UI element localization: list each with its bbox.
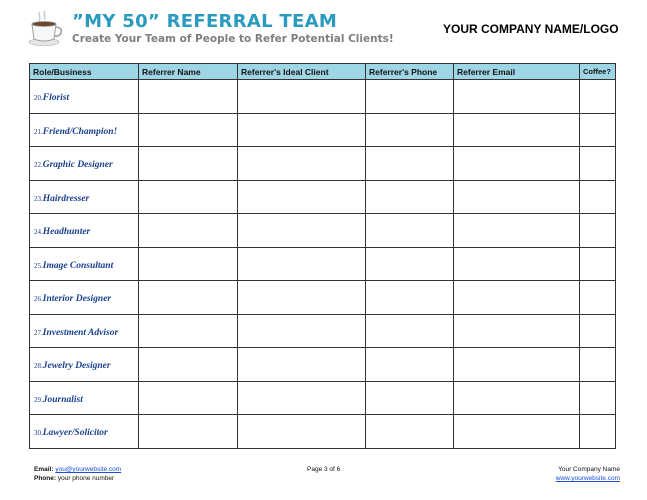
role-cell [30,281,139,315]
column-header-phone: Referrer's Phone [366,64,454,80]
email-cell[interactable] [454,281,580,315]
email-cell[interactable] [454,113,580,147]
ideal-client-cell[interactable] [238,281,366,315]
referrer-name-cell[interactable] [139,281,238,315]
footer-company-name: Your Company Name [558,466,620,473]
phone-cell[interactable] [366,314,454,348]
role-label: Headhunter [42,227,91,238]
page-footer [0,460,647,500]
ideal-client-cell[interactable] [238,415,366,449]
role-label: Image Consultant [42,260,114,271]
row-number: 30. [34,429,43,438]
coffee-cell[interactable] [580,80,616,114]
referrer-name-cell[interactable] [139,314,238,348]
ideal-client-cell[interactable] [238,348,366,382]
phone-cell[interactable] [366,113,454,147]
table-row [30,348,616,382]
ideal-client-cell[interactable] [238,147,366,181]
column-header-referrer-name: Referrer Name [139,64,238,80]
phone-cell[interactable] [366,147,454,181]
phone-cell[interactable] [366,281,454,315]
role-label: Jewelry Designer [42,361,111,372]
referrer-name-cell[interactable] [139,180,238,214]
phone-cell[interactable] [366,247,454,281]
role-label: Graphic Designer [42,160,113,171]
row-number: 20. [34,94,43,103]
role-cell [30,247,139,281]
referrer-name-cell[interactable] [139,381,238,415]
coffee-cell[interactable] [580,214,616,248]
row-number: 23. [34,194,43,203]
coffee-cell[interactable] [580,247,616,281]
table-row [30,381,616,415]
column-header-role: Role/Business [30,64,139,80]
coffee-cell[interactable] [580,281,616,315]
column-header-coffee: Coffee? [580,64,616,80]
role-cell [30,348,139,382]
role-label: Interior Designer [42,294,112,305]
email-cell[interactable] [454,314,580,348]
phone-cell[interactable] [366,214,454,248]
table-row [30,314,616,348]
footer-email [34,466,121,473]
table-header-row [30,64,616,80]
table-row [30,415,616,449]
phone-cell[interactable] [366,381,454,415]
role-label: Hairdresser [42,193,90,204]
table-row [30,180,616,214]
coffee-cell[interactable] [580,381,616,415]
row-number: 22. [34,161,43,170]
table-row [30,247,616,281]
page-header [0,0,647,62]
email-cell[interactable] [454,247,580,281]
table-row [30,281,616,315]
email-cell[interactable] [454,415,580,449]
column-header-email: Referrer Email [454,64,580,80]
referral-table [29,63,616,449]
email-link[interactable]: you@yourwebsite.com [55,466,122,473]
row-number: 26. [34,295,43,304]
email-cell[interactable] [454,348,580,382]
ideal-client-cell[interactable] [238,381,366,415]
phone-cell[interactable] [366,80,454,114]
email-cell[interactable] [454,381,580,415]
role-cell [30,214,139,248]
page-number: Page 3 of 6 [307,466,341,473]
coffee-cup-icon [26,8,66,48]
referrer-name-cell[interactable] [139,247,238,281]
email-cell[interactable] [454,147,580,181]
table-row [30,113,616,147]
phone-cell[interactable] [366,348,454,382]
role-cell [30,381,139,415]
role-label: Florist [42,93,70,104]
role-cell [30,80,139,114]
referrer-name-cell[interactable] [139,348,238,382]
coffee-cell[interactable] [580,348,616,382]
role-label: Lawyer/Solicitor [42,428,108,439]
referrer-name-cell[interactable] [139,113,238,147]
phone-cell[interactable] [366,415,454,449]
email-cell[interactable] [454,80,580,114]
coffee-cell[interactable] [580,415,616,449]
role-cell [30,113,139,147]
company-name-logo: YOUR COMPANY NAME/LOGO [443,22,619,36]
ideal-client-cell[interactable] [238,80,366,114]
ideal-client-cell[interactable] [238,214,366,248]
referrer-name-cell[interactable] [139,214,238,248]
referrer-name-cell[interactable] [139,415,238,449]
role-label: Friend/Champion! [42,126,118,137]
role-label: Investment Advisor [42,327,119,338]
row-number: 21. [34,127,43,136]
phone-cell[interactable] [366,180,454,214]
ideal-client-cell[interactable] [238,113,366,147]
table-row [30,80,616,114]
row-number: 24. [34,228,43,237]
role-cell [30,415,139,449]
row-number: 28. [34,362,43,371]
ideal-client-cell[interactable] [238,314,366,348]
coffee-cell[interactable] [580,113,616,147]
email-cell[interactable] [454,214,580,248]
role-cell [30,180,139,214]
role-cell [30,147,139,181]
referrer-name-cell[interactable] [139,147,238,181]
table-row [30,214,616,248]
ideal-client-cell[interactable] [238,180,366,214]
role-label: Journalist [42,394,83,405]
role-cell [30,314,139,348]
row-number: 29. [34,395,43,404]
website-link[interactable]: www.yourwebsite.com [555,475,620,482]
page-subtitle: Create Your Team of People to Refer Potential Clients! [72,33,394,45]
table-row [30,147,616,181]
coffee-cell[interactable] [580,314,616,348]
column-header-ideal-client: Referrer's Ideal Client [238,64,366,80]
row-number: 25. [34,261,43,270]
phone-label: Phone: [34,475,57,482]
referrer-name-cell[interactable] [139,80,238,114]
coffee-cell[interactable] [580,147,616,181]
ideal-client-cell[interactable] [238,247,366,281]
coffee-cell[interactable] [580,180,616,214]
row-number: 27. [34,328,43,337]
email-label: Email: [34,466,54,473]
footer-phone [34,475,114,482]
page-title: ”MY 50” REFERRAL TEAM [72,11,338,32]
phone-value: your phone number [57,475,115,482]
email-cell[interactable] [454,180,580,214]
